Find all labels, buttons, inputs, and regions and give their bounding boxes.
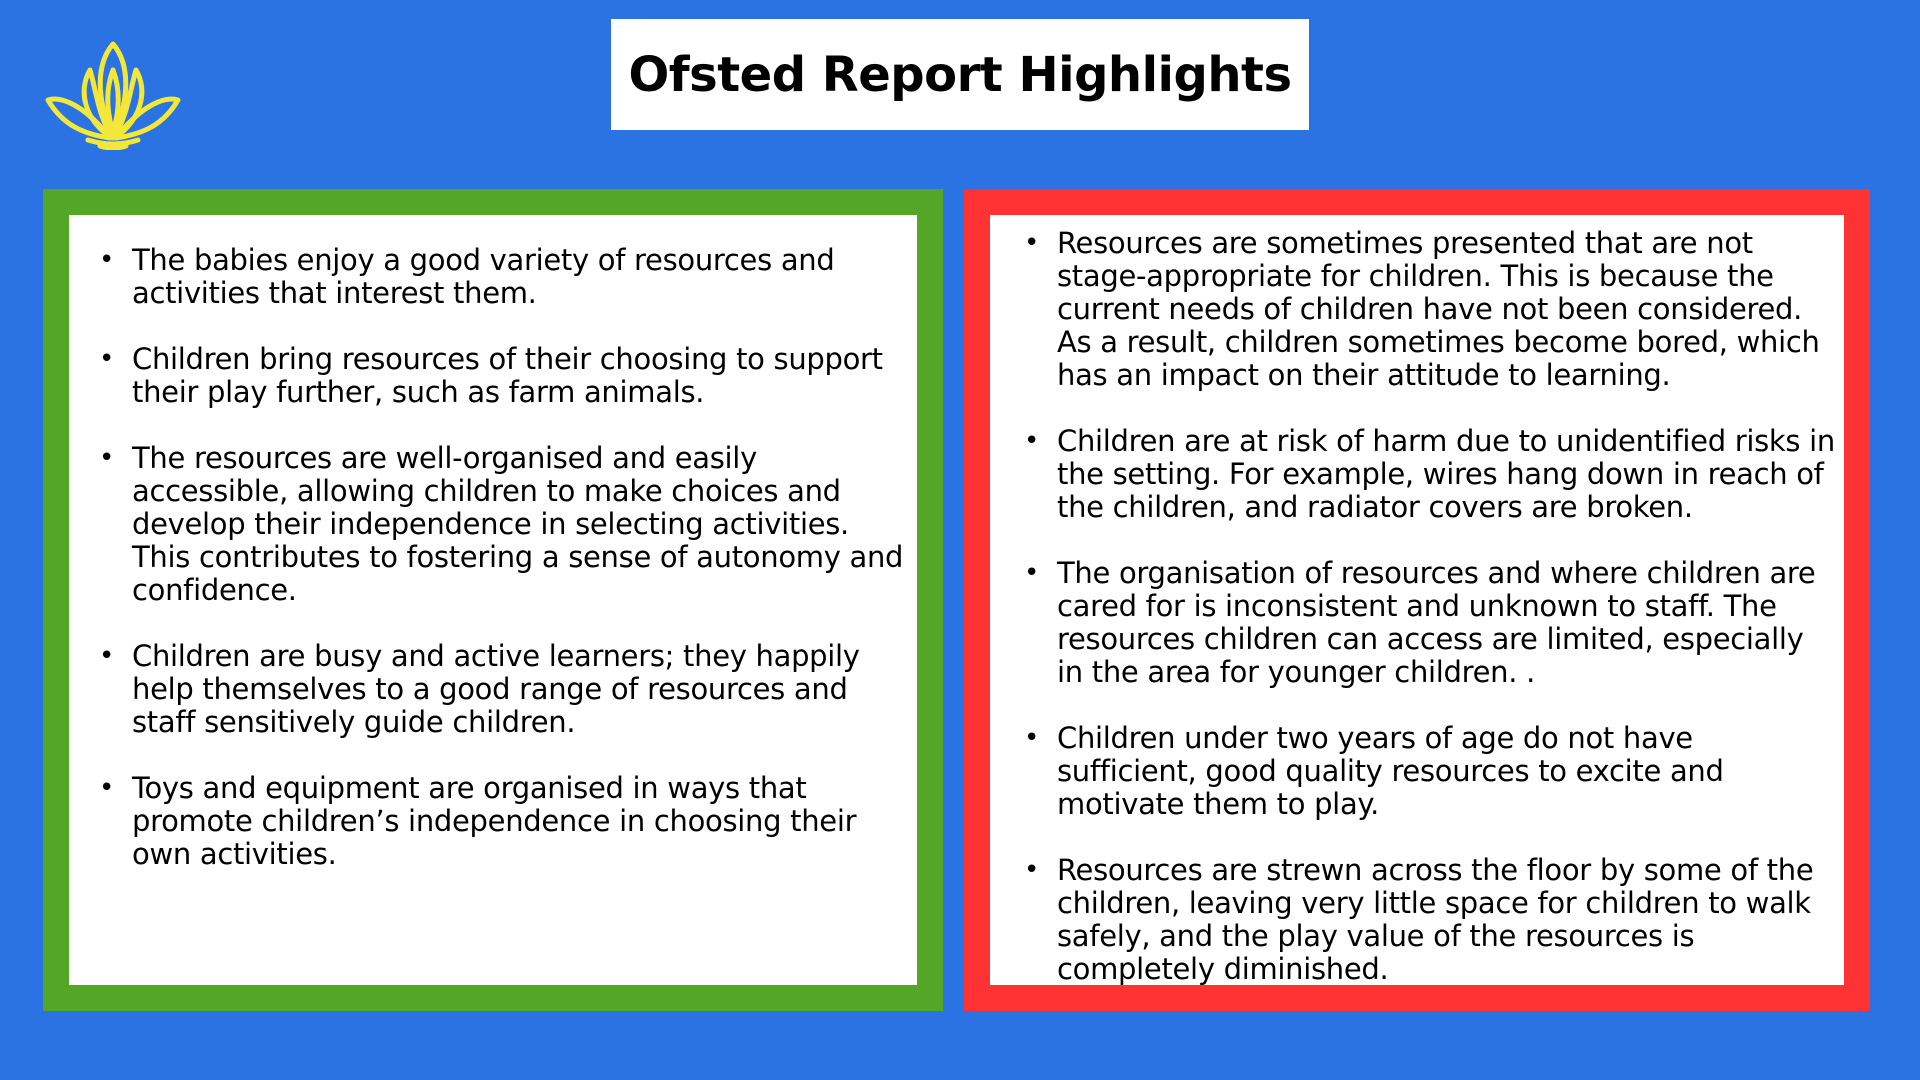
bullet-icon: •: [1024, 558, 1040, 588]
strengths-panel: [43, 189, 943, 1011]
bullet-icon: •: [99, 344, 115, 374]
bullet-icon: •: [99, 641, 115, 671]
improvement-item: • Resources are strewn across the floor by some of the children, leaving very little space for children to walk safely, and the play value of the resources is completely diminished.: [1024, 853, 1814, 985]
strength-item: • The resources are well-organised and easily accessible, allowing children to make choices and develop their independence in selecting activities. This contributes to fostering a sense of autonomy and confidence.: [99, 441, 904, 607]
bullet-icon: •: [99, 773, 115, 803]
strengths-content: [69, 215, 917, 985]
strength-item: • Children are busy and active learners; they happily help themselves to a good range of resources and staff sensitively guide children.: [99, 639, 860, 739]
bullet-icon: •: [1024, 723, 1040, 753]
bullet-icon: •: [99, 245, 115, 275]
strength-item: • Children bring resources of their choosing to support their play further, such as farm animals.: [99, 342, 883, 409]
improvement-item: • Children under two years of age do not have sufficient, good quality resources to excite and motivate them to play.: [1024, 721, 1724, 821]
bullet-icon: •: [1024, 855, 1040, 885]
improvements-list: [1014, 227, 1836, 985]
strength-item: • Toys and equipment are organised in ways that promote children’s independence in choosing their own activities.: [99, 771, 857, 871]
strength-item: • The babies enjoy a good variety of resources and activities that interest them.: [99, 243, 835, 310]
improvements-panel: [964, 189, 1870, 1011]
improvement-item: • Children are at risk of harm due to unidentified risks in the setting. For example, wires hang down in reach of the children, and radiator covers are broken.: [1024, 424, 1835, 524]
improvement-item: • Resources are sometimes presented that are not stage-appropriate for children. This is because the current needs of children have not been considered. As a result, children sometimes become bored, which has an impact on their attitude to learning.: [1024, 226, 1820, 392]
page-title: Ofsted Report Highlights: [628, 46, 1292, 103]
title-banner: [611, 19, 1309, 130]
lotus-logo-icon: [38, 40, 188, 150]
bullet-icon: •: [99, 443, 115, 473]
improvements-content: [990, 215, 1844, 985]
strengths-list: [89, 244, 909, 871]
bullet-icon: •: [1024, 228, 1040, 258]
bullet-icon: •: [1024, 426, 1040, 456]
improvement-item: • The organisation of resources and where children are cared for is inconsistent and unknown to staff. The resources children can access are limited, especially in the area for younger children. .: [1024, 556, 1816, 689]
